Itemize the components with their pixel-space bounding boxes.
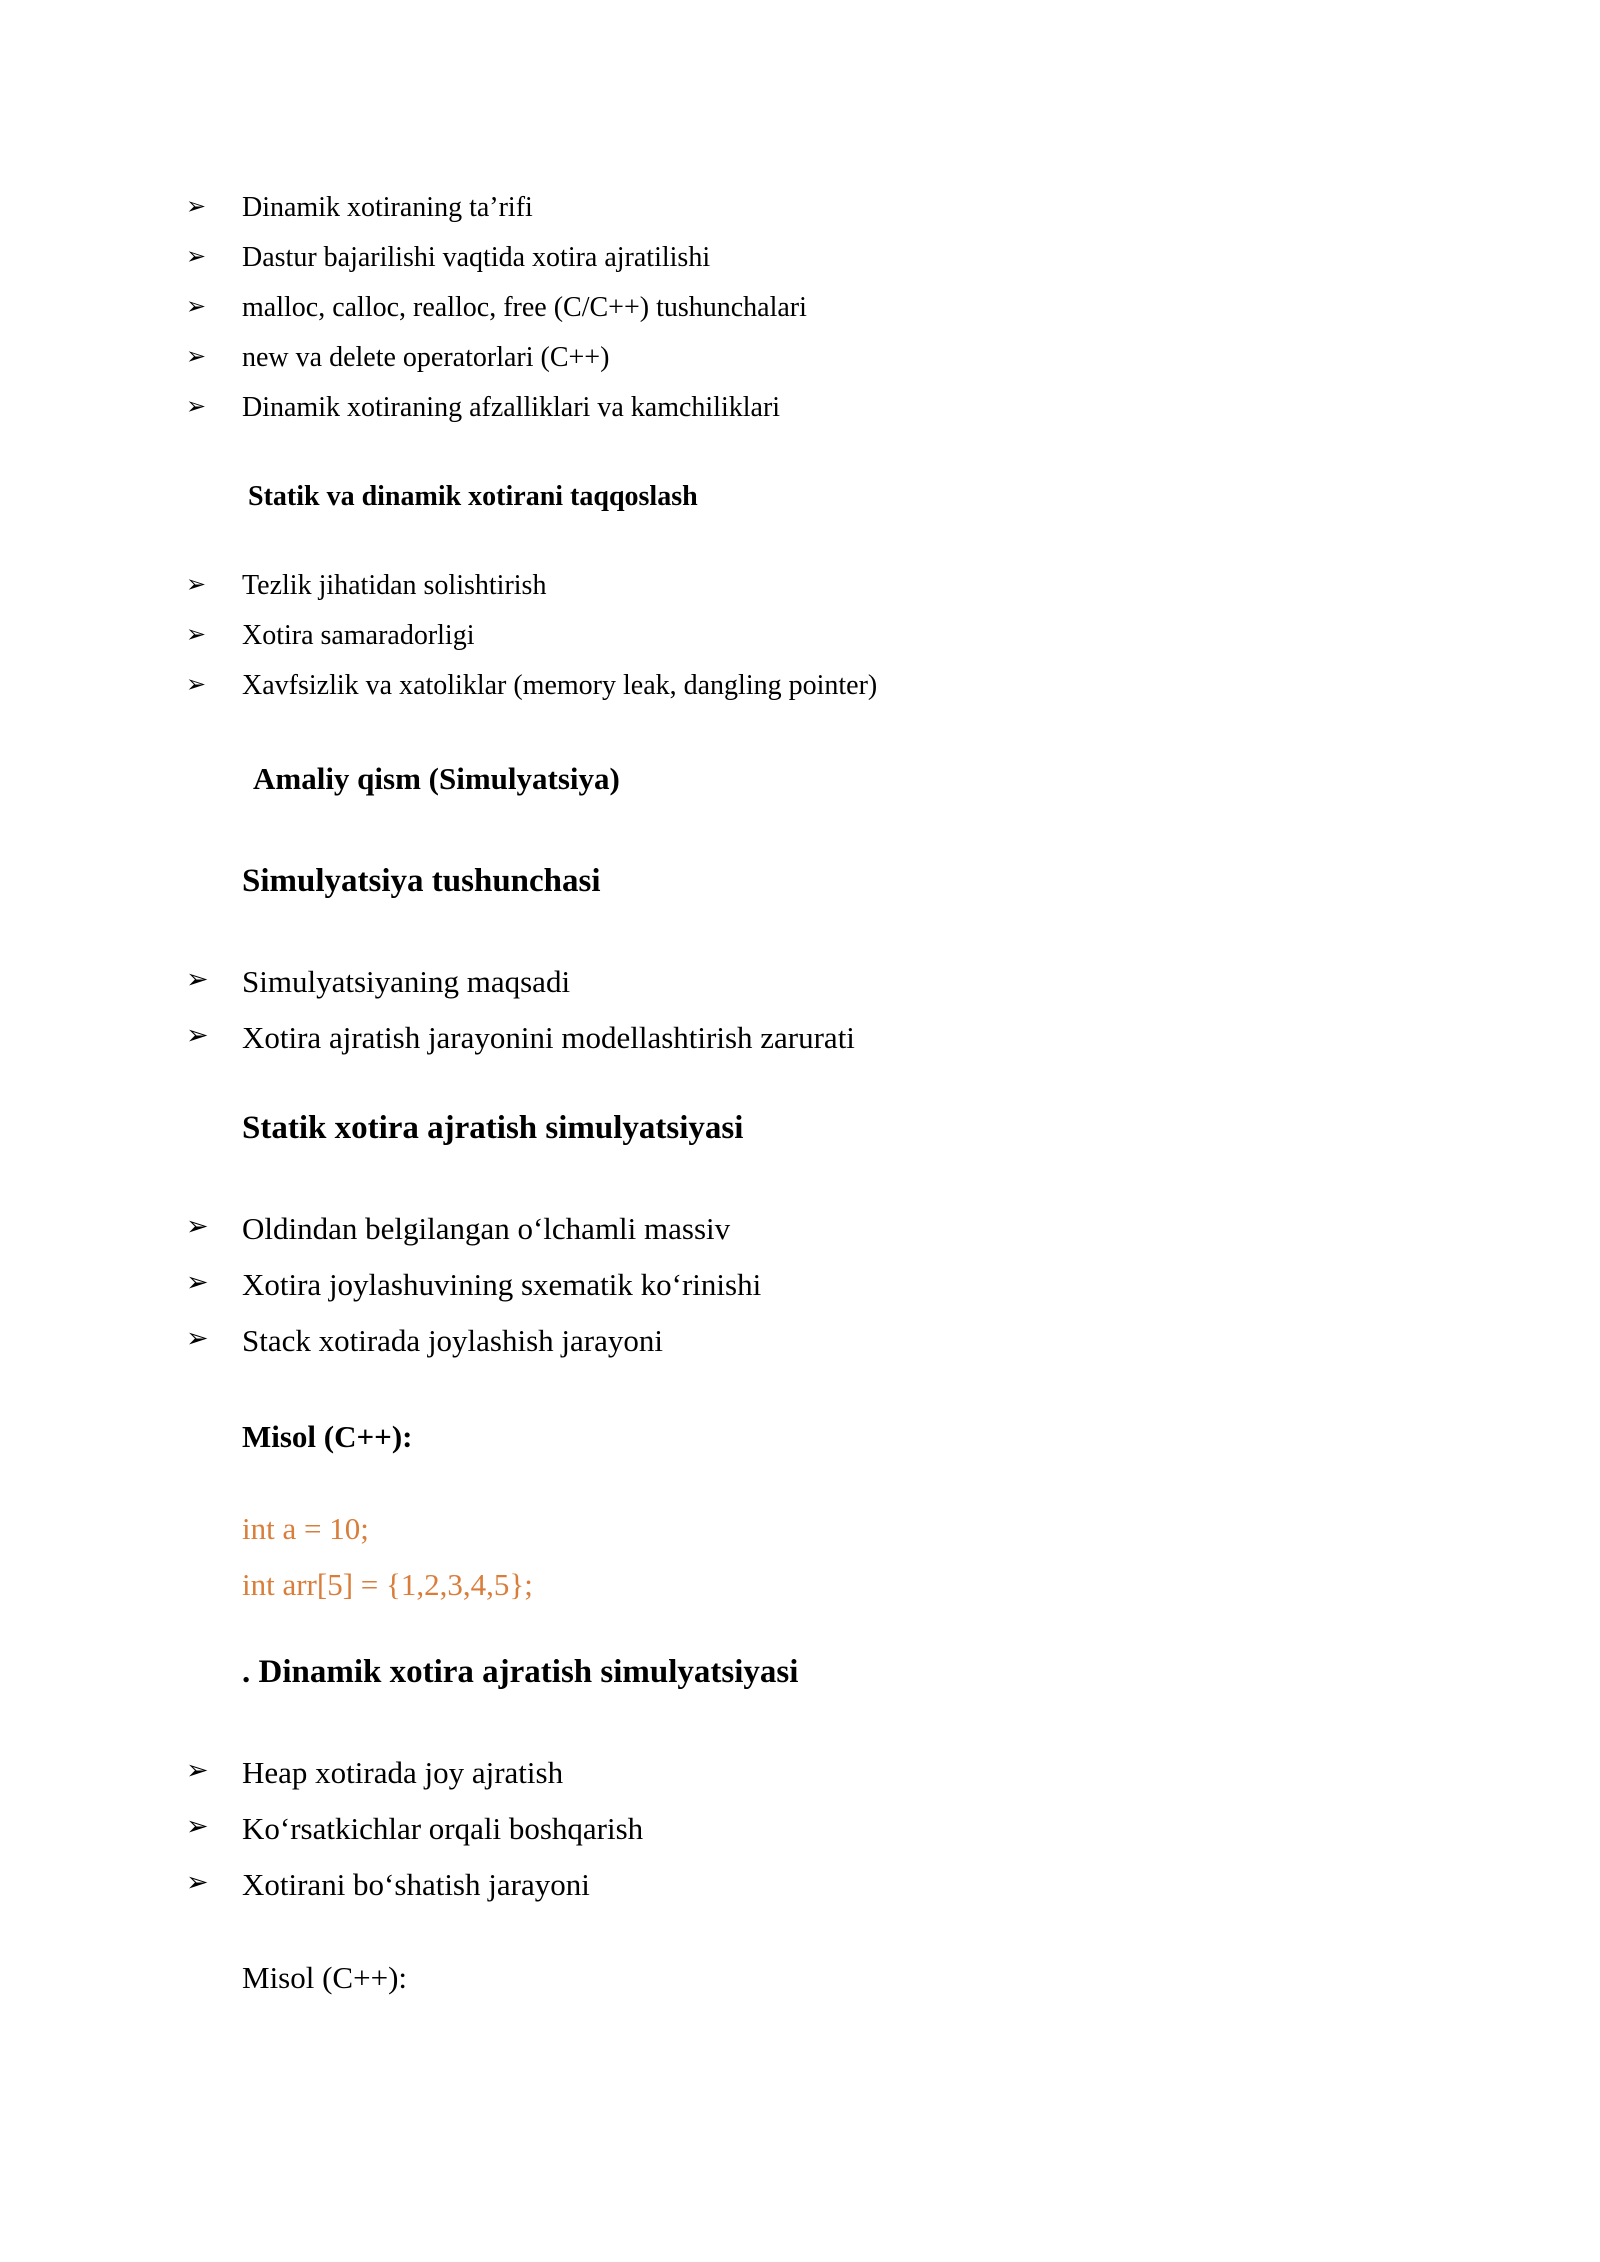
- example-label: Misol (C++):: [242, 1419, 413, 1454]
- code-line: int arr[5] = {1,2,3,4,5};: [242, 1567, 533, 1602]
- section-heading: Simulyatsiya tushunchasi: [242, 863, 601, 899]
- list-item-text: Heap xotirada joy ajratish: [242, 1755, 564, 1790]
- arrow-bullet-icon: ➢: [186, 570, 207, 598]
- arrow-bullet-icon: ➢: [186, 342, 207, 370]
- arrow-bullet-icon: ➢: [186, 1867, 209, 1898]
- arrow-bullet-icon: ➢: [186, 964, 209, 995]
- code-line: int a = 10;: [242, 1511, 369, 1546]
- list-item-text: Xotira samaradorligi: [242, 620, 475, 651]
- list-item-text: Xotira joylashuvining sxematik ko‘rinishi: [242, 1267, 762, 1302]
- arrow-bullet-icon: ➢: [186, 392, 207, 420]
- arrow-bullet-icon: ➢: [186, 1811, 209, 1842]
- arrow-bullet-icon: ➢: [186, 242, 207, 270]
- list-item-text: Simulyatsiyaning maqsadi: [242, 964, 571, 999]
- list-item-text: Stack xotirada joylashish jarayoni: [242, 1323, 663, 1358]
- example-label: Misol (C++):: [242, 1960, 408, 1995]
- arrow-bullet-icon: ➢: [186, 1211, 209, 1242]
- section-heading: . Dinamik xotira ajratish simulyatsiyasi: [242, 1654, 799, 1690]
- list-item-text: Ko‘rsatkichlar orqali boshqarish: [242, 1811, 644, 1846]
- list-item-text: new va delete operatorlari (C++): [242, 342, 610, 373]
- list-item-text: Dinamik xotiraning afzalliklari va kamchiliklari: [242, 392, 781, 423]
- list-item-text: malloc, calloc, realloc, free (C/C++) tushunchalari: [242, 292, 807, 323]
- section-heading: Statik va dinamik xotirani taqqoslash: [248, 481, 698, 512]
- list-item-text: Oldindan belgilangan o‘lchamli massiv: [242, 1211, 731, 1246]
- arrow-bullet-icon: ➢: [186, 620, 207, 648]
- list-item-text: Dinamik xotiraning ta’rifi: [242, 192, 533, 223]
- list-item-text: Xotira ajratish jarayonini modellashtirish zarurati: [242, 1020, 855, 1055]
- arrow-bullet-icon: ➢: [186, 292, 207, 320]
- arrow-bullet-icon: ➢: [186, 1020, 209, 1051]
- arrow-bullet-icon: ➢: [186, 192, 207, 220]
- section-heading: Statik xotira ajratish simulyatsiyasi: [242, 1110, 744, 1146]
- arrow-bullet-icon: ➢: [186, 670, 207, 698]
- arrow-bullet-icon: ➢: [186, 1323, 209, 1354]
- list-item-text: Dastur bajarilishi vaqtida xotira ajratilishi: [242, 242, 711, 273]
- arrow-bullet-icon: ➢: [186, 1755, 209, 1786]
- list-item-text: Xavfsizlik va xatoliklar (memory leak, dangling pointer): [242, 670, 878, 701]
- list-item-text: Xotirani bo‘shatish jarayoni: [242, 1867, 590, 1902]
- list-item-text: Tezlik jihatidan solishtirish: [242, 570, 547, 601]
- arrow-bullet-icon: ➢: [186, 1267, 209, 1298]
- section-heading: Amaliy qism (Simulyatsiya): [253, 761, 620, 796]
